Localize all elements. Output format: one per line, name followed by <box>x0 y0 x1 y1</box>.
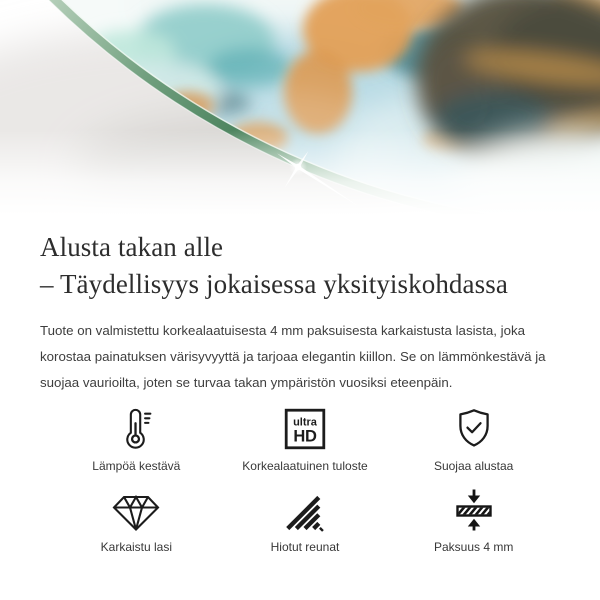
thermometer-icon <box>113 406 159 451</box>
feature-label: Korkealaatuinen tuloste <box>242 459 368 473</box>
feature-print-quality <box>221 406 390 474</box>
photo-white-fade <box>0 130 600 225</box>
feature-label: Lämpöä kestävä <box>92 459 181 473</box>
feature-tempered-glass <box>52 487 221 555</box>
shield-check-icon <box>451 406 497 451</box>
feature-heat-resistant <box>52 406 221 474</box>
marble-glass-artwork <box>0 0 600 225</box>
feature-polished-edges <box>221 487 390 555</box>
feature-label: Suojaa alustaa <box>433 459 514 473</box>
feature-thickness <box>389 487 558 555</box>
feature-protects-surface <box>389 406 558 474</box>
thickness-icon <box>450 487 498 532</box>
ultra-hd-icon <box>283 406 327 451</box>
svg-text:HD: HD <box>293 427 317 446</box>
product-description: Tuote on valmistettu korkealaatuisesta 4 mm paksuisesta karkaistusta lasista, joka korostaa painatuksen värisyvyyttä ja tarjoaa elegantin kiillon. Se on lämmönkestävä ja suojaa vaurioilta, joten se turvaa takan ympäristön vuosiksi eteenpäin. <box>40 323 546 390</box>
title-line-1: Alusta takan alle <box>40 232 224 262</box>
feature-label: Paksuus 4 mm <box>433 540 514 554</box>
feature-label: Karkaistu lasi <box>100 540 173 554</box>
product-image-glass-hearth-plate <box>0 0 600 225</box>
title-line-2: – Täydellisyys jokaisessa yksityiskohdassa <box>40 269 508 299</box>
feature-grid <box>52 406 558 555</box>
diamond-icon <box>110 487 162 532</box>
beveled-edge-icon <box>284 487 326 532</box>
svg-text:ultra: ultra <box>293 416 317 429</box>
page-title <box>40 229 570 303</box>
feature-label: Hiotut reunat <box>270 540 340 554</box>
